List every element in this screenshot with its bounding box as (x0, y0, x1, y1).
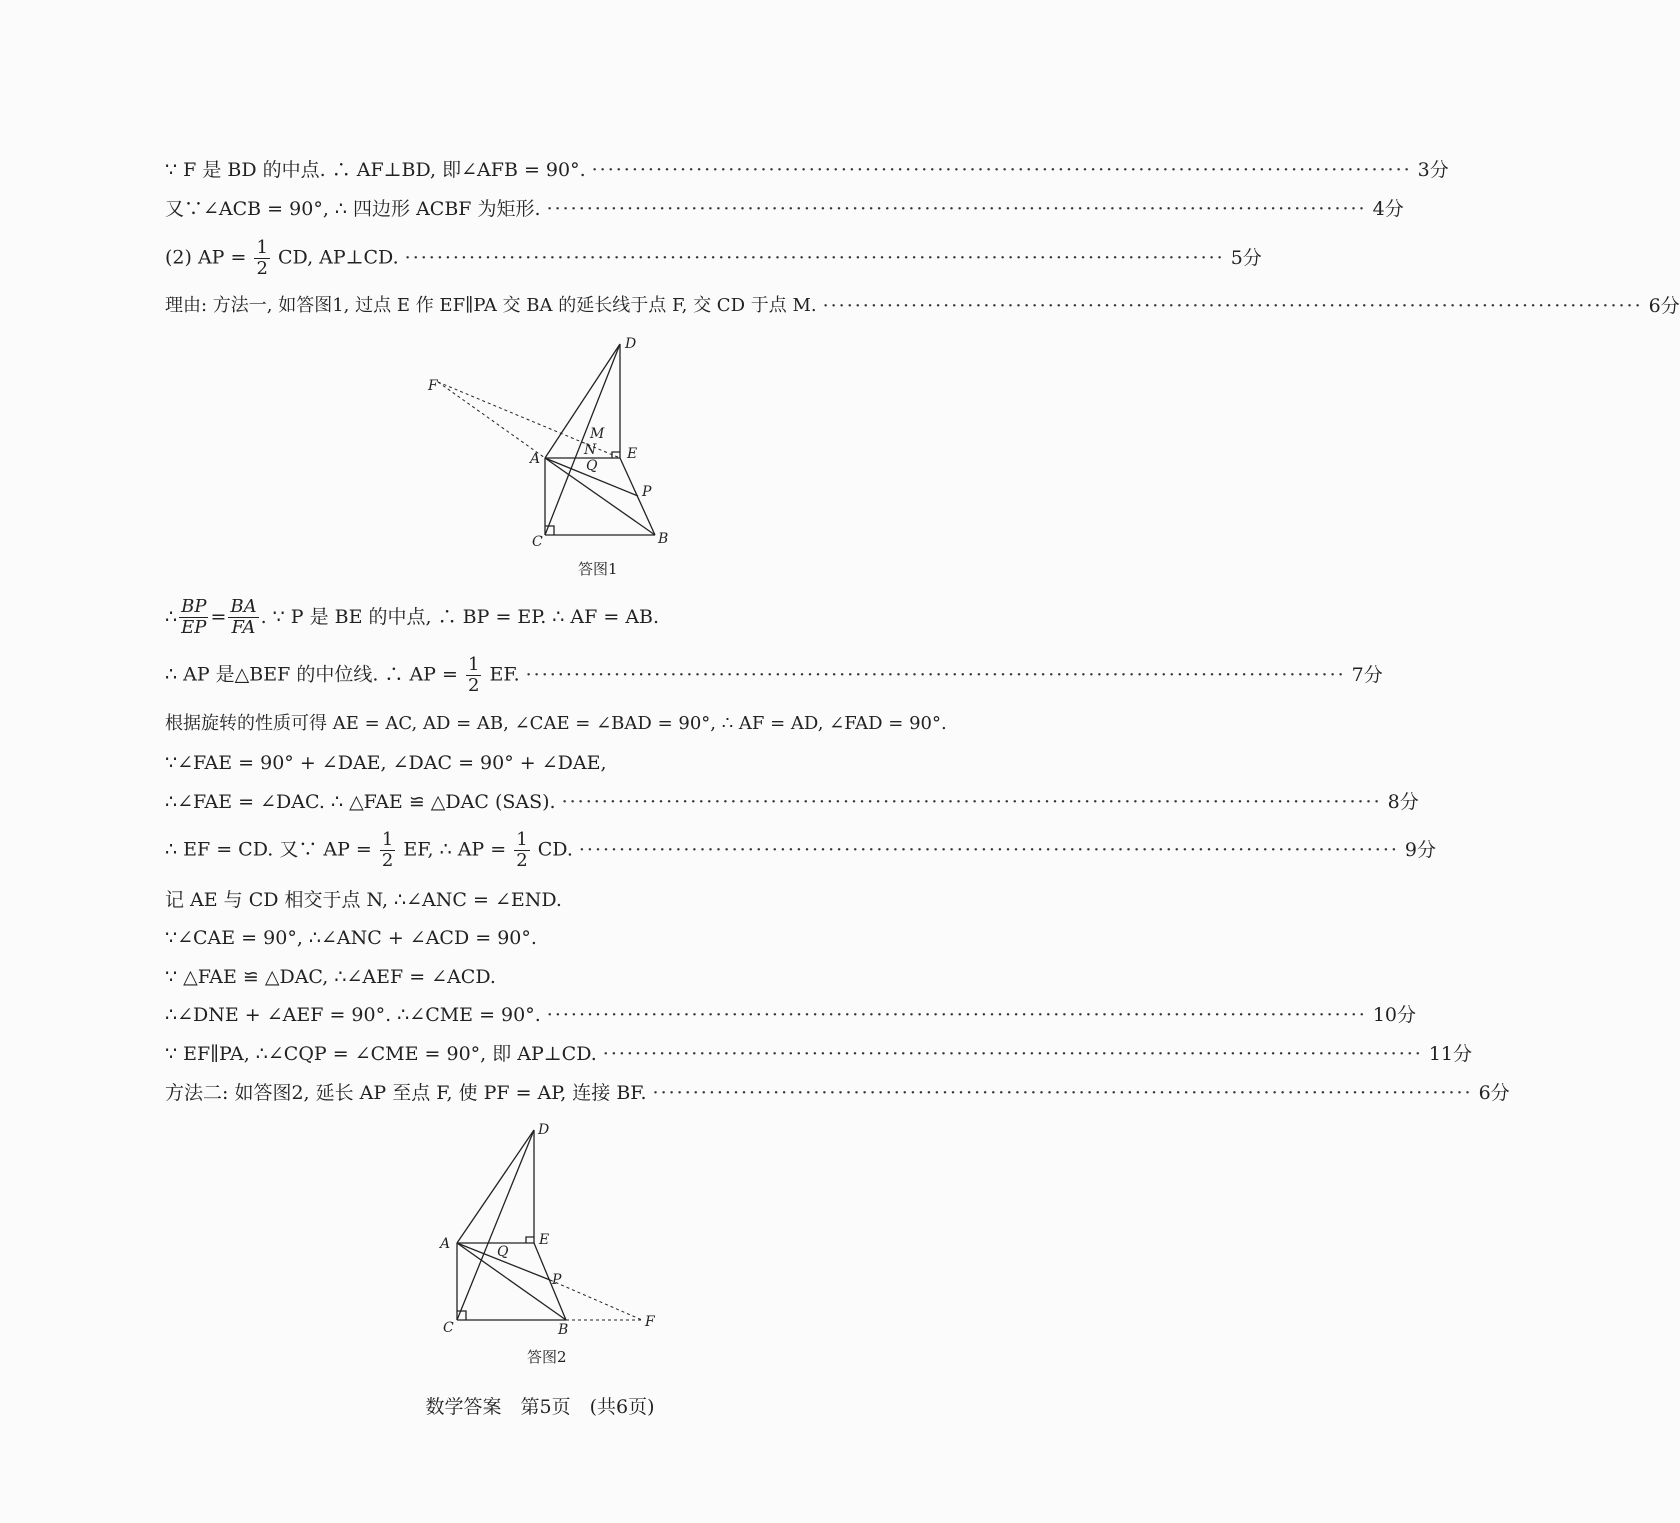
score: 7分 (1351, 664, 1383, 686)
leader-dots: ······································································································ (602, 1043, 1423, 1065)
line-text: ∴∠DNE + ∠AEF = 90°. ∴∠CME = 90°. (165, 1004, 541, 1026)
denominator: FA (231, 616, 256, 638)
denominator: EP (181, 616, 207, 638)
score: 5分 (1230, 247, 1262, 269)
line-text (165, 238, 399, 279)
numerator: 1 (467, 653, 480, 675)
fraction (466, 655, 481, 696)
text-part: ∴ AP 是△BEF 的中位线. ∴ AP = (165, 663, 458, 685)
answer-line-12: ∵∠CAE = 90°, ∴∠ANC + ∠ACD = 90°. (165, 927, 537, 949)
text-part: ∴ (165, 606, 178, 628)
leader-dots: ······································································································ (404, 247, 1225, 269)
figure-2-diagram (430, 1118, 670, 1340)
page-footer: 数学答案 第5页 (共6页) (425, 1396, 655, 1418)
text-part: . ∵ P 是 BE 的中点, ∴ BP = EP. ∴ AF = AB. (260, 606, 660, 628)
segment-AB (545, 458, 655, 535)
answer-line-8: ∵∠FAE = 90° + ∠DAE, ∠DAC = 90° + ∠DAE, (165, 752, 607, 774)
answer-line-2 (165, 197, 1404, 221)
denominator: 2 (256, 257, 268, 279)
text-part: CD. (537, 838, 573, 860)
label-P: P (552, 1272, 562, 1288)
answer-line-5 (165, 594, 935, 640)
right-angle-E (612, 452, 620, 458)
line-text: 理由: 方法一, 如答图1, 过点 E 作 EF∥PA 交 BA 的延长线于点 F, 交 CD 于点 M. (165, 295, 817, 316)
answer-line-10 (165, 828, 1436, 872)
numerator: BA (230, 595, 257, 617)
text-part: EF. (489, 663, 520, 685)
score: 3分 (1417, 159, 1449, 181)
fraction (514, 830, 529, 871)
text-part: ∴ EF = CD. 又∵ AP = (165, 838, 372, 860)
leader-dots: ······································································································ (652, 1082, 1473, 1104)
denominator: 2 (516, 849, 528, 871)
label-P: P (642, 484, 652, 500)
text-part: (2) AP = (165, 246, 247, 268)
label-A: A (530, 451, 541, 467)
leader-dots: ······································································································ (546, 1004, 1367, 1026)
leader-dots: ······································································································ (561, 791, 1382, 813)
line-text: ∴∠FAE = ∠DAC. ∴ △FAE ≌ △DAC (SAS). (165, 791, 556, 813)
score: 6分 (1478, 1082, 1510, 1104)
line-text (165, 655, 520, 696)
text-part: CD, AP⊥CD. (277, 246, 399, 268)
leader-dots: ······································································································ (525, 664, 1346, 686)
line-text: 又∵∠ACB = 90°, ∴ 四边形 ACBF 为矩形. (165, 198, 541, 220)
numerator: BP (181, 595, 207, 617)
answer-line-7: 根据旋转的性质可得 AE = AC, AD = AB, ∠CAE = ∠BAD = 90°, ∴ AF = AD, ∠FAD = 90°. (165, 713, 947, 734)
label-F: F (428, 378, 438, 394)
label-B: B (658, 531, 669, 547)
label-E: E (539, 1232, 550, 1248)
answer-line-13: ∵ △FAE ≌ △DAC, ∴∠AEF = ∠ACD. (165, 966, 496, 988)
label-F: F (645, 1314, 655, 1330)
denominator: 2 (381, 849, 394, 871)
fraction (254, 238, 269, 279)
line-text: ∵ F 是 BD 的中点. ∴ AF⊥BD, 即∠AFB = 90°. (165, 159, 586, 181)
answer-line-15 (165, 1042, 1473, 1066)
fraction (380, 830, 395, 871)
answer-line-9 (165, 790, 1419, 814)
numerator: 1 (516, 828, 528, 850)
right-angle-E (526, 1237, 534, 1243)
numerator: 1 (256, 236, 268, 258)
label-B: B (558, 1322, 569, 1338)
score: 10分 (1372, 1004, 1417, 1026)
leader-dots: ······································································································ (546, 198, 1367, 220)
denominator: 2 (467, 674, 480, 696)
fraction (228, 597, 258, 638)
score: 8分 (1387, 791, 1419, 813)
answer-line-1 (165, 158, 1449, 182)
leader-dots: ······································································································ (591, 159, 1412, 181)
text-part: EF, ∴ AP = (403, 838, 507, 860)
figure-1-diagram (420, 330, 680, 555)
score: 4分 (1372, 198, 1404, 220)
label-M: M (590, 426, 605, 442)
line-text: 方法二: 如答图2, 延长 AP 至点 F, 使 PF = AP, 连接 BF. (165, 1082, 647, 1104)
leader-dots: ······································································································ (578, 839, 1399, 861)
line-text (165, 830, 573, 871)
line-text: ∵ EF∥PA, ∴∠CQP = ∠CME = 90°, 即 AP⊥CD. (165, 1043, 597, 1065)
figure-2-caption: 答图2 (527, 1348, 567, 1366)
leader-dots: ······································································································ (822, 295, 1643, 317)
text-part: = (210, 606, 227, 628)
numerator: 1 (381, 828, 394, 850)
answer-line-4 (165, 294, 1680, 318)
figure-1-caption: 答图1 (578, 560, 618, 578)
label-D: D (538, 1122, 550, 1138)
label-C: C (532, 534, 543, 550)
answer-line-14 (165, 1003, 1417, 1027)
label-C: C (443, 1320, 454, 1336)
score: 11分 (1428, 1043, 1473, 1065)
segment-CD (545, 344, 620, 535)
answer-line-3 (165, 236, 1262, 280)
answer-line-6 (165, 653, 1383, 697)
label-Q: Q (497, 1244, 509, 1260)
label-D: D (625, 336, 637, 352)
label-Q: Q (586, 458, 598, 474)
fraction (179, 597, 208, 638)
answer-line-11: 记 AE 与 CD 相交于点 N, ∴∠ANC = ∠END. (165, 889, 562, 911)
score: 9分 (1404, 839, 1436, 861)
label-N: N (584, 442, 597, 458)
answer-line-16 (165, 1081, 1510, 1105)
score: 6分 (1648, 295, 1680, 317)
label-E: E (627, 446, 638, 462)
label-A: A (440, 1236, 451, 1252)
